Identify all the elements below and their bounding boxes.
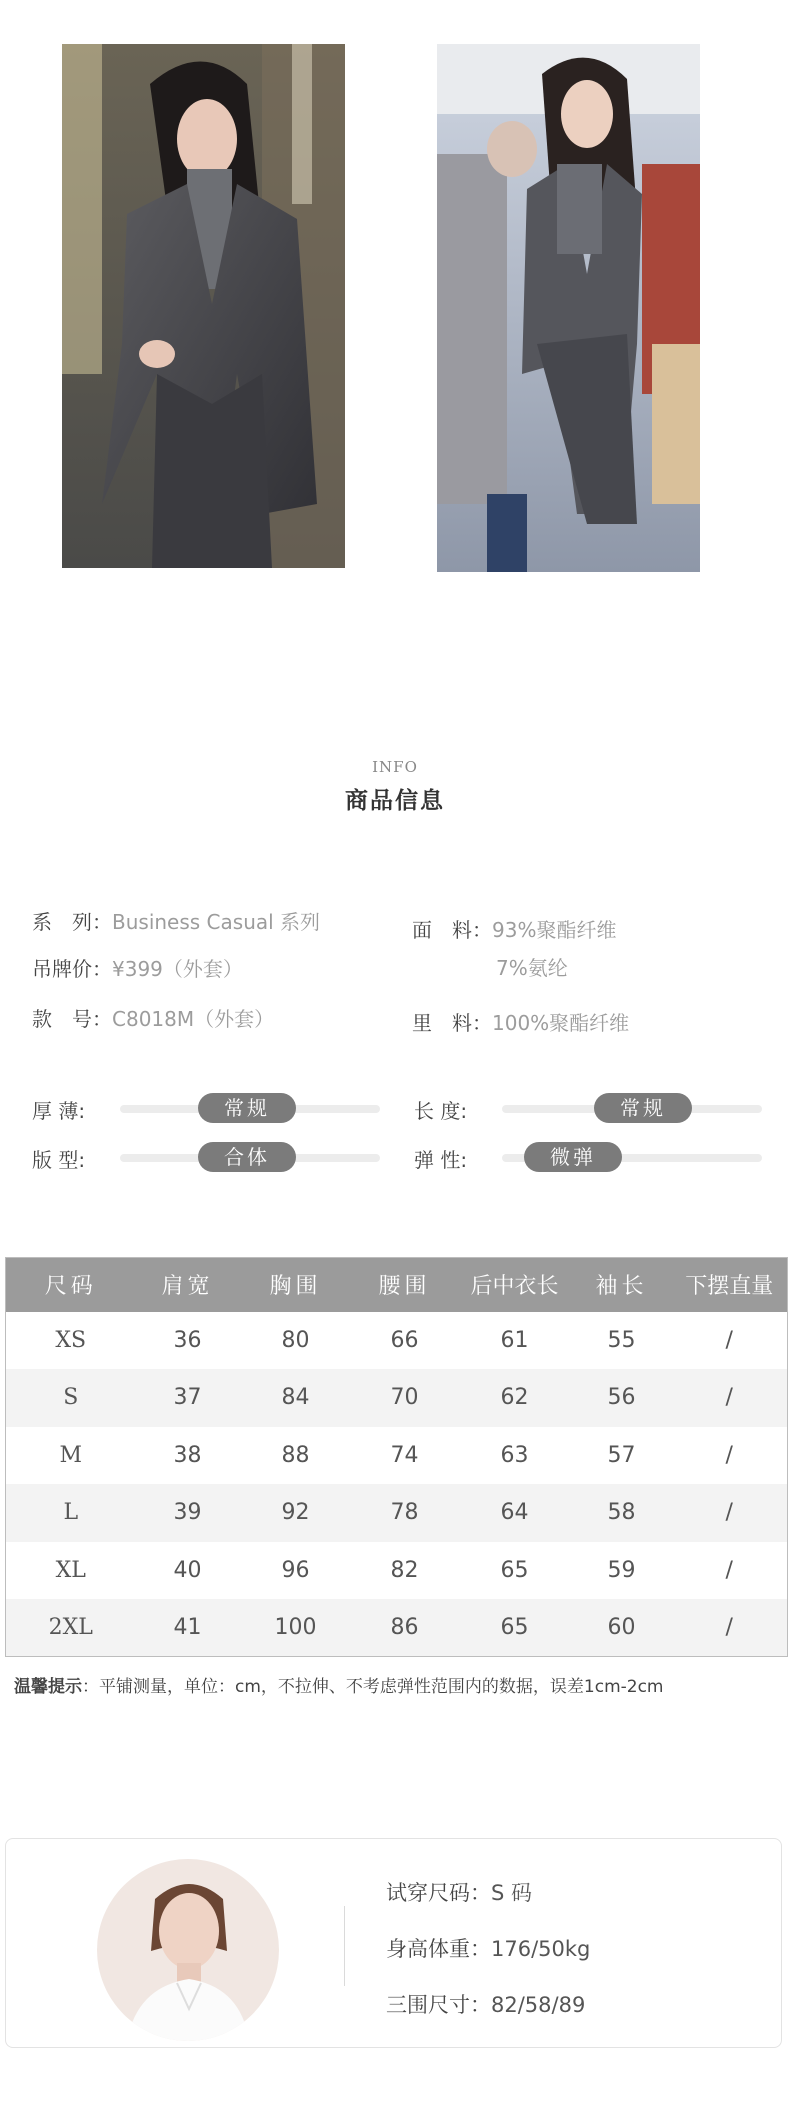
series-value: Business Casual 系列 [112, 910, 321, 934]
section-title-en: INFO [372, 758, 418, 776]
fabric-label: 面 料： [412, 918, 492, 942]
fabric-value-2: 7%氨纶 [496, 956, 568, 980]
table-cell: 58 [572, 1484, 672, 1542]
table-cell: 70 [352, 1369, 458, 1427]
table-cell: 2XL [6, 1599, 136, 1657]
lining-field [412, 1007, 629, 1036]
model-measure-value: 82/58/89 [491, 1993, 586, 2017]
table-cell: 88 [281, 1442, 310, 1468]
tip-text: ：平铺测量，单位：cm，不拉伸、不考虑弹性范围内的数据，误差1cm-2cm [82, 1677, 664, 1697]
product-photo-right [437, 44, 700, 572]
table-row [6, 1312, 788, 1370]
length-slider [414, 1093, 764, 1123]
thickness-slider [32, 1093, 382, 1123]
table-cell: 36 [173, 1327, 202, 1353]
table-cell: 65 [458, 1599, 572, 1657]
table-cell: 64 [458, 1484, 572, 1542]
table-cell: 40 [173, 1557, 202, 1583]
price-label: 吊牌价： [32, 957, 112, 981]
table-cell: 39 [136, 1484, 240, 1542]
table-cell: 65 [500, 1557, 529, 1583]
table-row [6, 1427, 788, 1485]
header-shoulder: 肩宽 [136, 1258, 240, 1312]
model-avatar [97, 1859, 279, 2041]
header-back-length: 后中衣长 [458, 1258, 572, 1312]
table-cell: 60 [572, 1599, 672, 1657]
table-cell: L [6, 1484, 136, 1542]
product-photo-left [62, 44, 345, 568]
price-value: ¥399（外套） [112, 957, 243, 981]
elasticity-value: 微弹 [524, 1142, 622, 1172]
model-measure-line [386, 1989, 585, 2019]
table-cell: S [6, 1369, 136, 1427]
table-cell: 86 [352, 1599, 458, 1657]
table-cell: / [672, 1369, 788, 1427]
table-cell: 80 [281, 1327, 310, 1353]
table-cell: 37 [136, 1369, 240, 1427]
header-chest: 胸围 [240, 1258, 352, 1312]
model-size-line [386, 1877, 532, 1907]
style-number-label: 款 号： [32, 1007, 112, 1031]
table-cell: XS [55, 1327, 87, 1353]
table-row [6, 1599, 788, 1657]
table-cell: 41 [136, 1599, 240, 1657]
elasticity-slider [414, 1142, 764, 1172]
length-label: 长 度: [414, 1099, 468, 1123]
model-measure-label: 三围尺寸： [386, 1993, 491, 2017]
table-cell: 62 [458, 1369, 572, 1427]
table-cell: 82 [390, 1557, 419, 1583]
tip-label: 温馨提示 [14, 1677, 82, 1697]
measurement-tip [14, 1672, 664, 1697]
size-table [5, 1257, 788, 1657]
table-cell: / [672, 1484, 788, 1542]
table-cell: 92 [240, 1484, 352, 1542]
table-cell: / [725, 1557, 733, 1583]
header-waist: 腰围 [352, 1258, 458, 1312]
table-row [6, 1369, 788, 1427]
table-row [6, 1542, 788, 1600]
model-body-line [386, 1933, 590, 1963]
lining-label: 里 料： [412, 1011, 492, 1035]
table-cell: 74 [390, 1442, 419, 1468]
fabric-field-2 [496, 952, 568, 981]
lining-value: 100%聚酯纤维 [492, 1011, 630, 1035]
table-cell: 55 [607, 1327, 636, 1353]
elasticity-label: 弹 性: [414, 1148, 468, 1172]
header-sleeve: 袖长 [572, 1258, 672, 1312]
table-cell: / [672, 1599, 788, 1657]
table-cell: XL [55, 1557, 86, 1583]
model-size-label: 试穿尺码： [386, 1881, 491, 1905]
style-number-value: C8018M（外套） [112, 1007, 275, 1031]
section-title: 商品信息 [345, 788, 445, 814]
table-row [6, 1484, 788, 1542]
table-cell: 38 [173, 1442, 202, 1468]
price-field [32, 953, 243, 982]
header-hem: 下摆直量 [672, 1258, 788, 1312]
table-cell: 96 [281, 1557, 310, 1583]
card-divider [344, 1906, 345, 1986]
fit-slider [32, 1142, 382, 1172]
header-size: 尺码 [6, 1258, 136, 1312]
series-label: 系 列： [32, 910, 112, 934]
table-cell: / [725, 1327, 733, 1353]
fit-label: 版 型: [32, 1148, 86, 1172]
fit-value: 合体 [198, 1142, 296, 1172]
fabric-value-1: 93%聚酯纤维 [492, 918, 617, 942]
table-cell: 56 [572, 1369, 672, 1427]
model-body-value: 176/50kg [491, 1937, 591, 1961]
table-cell: 100 [240, 1599, 352, 1657]
model-size-value: S 码 [491, 1881, 533, 1905]
thickness-label: 厚 薄: [32, 1099, 86, 1123]
table-cell: 59 [607, 1557, 636, 1583]
table-header-row [6, 1258, 788, 1312]
thickness-value: 常规 [198, 1093, 296, 1123]
table-cell: 61 [500, 1327, 529, 1353]
table-cell: 66 [390, 1327, 419, 1353]
table-cell: 63 [500, 1442, 529, 1468]
fabric-field [412, 914, 616, 943]
table-cell: 84 [240, 1369, 352, 1427]
table-cell: 78 [352, 1484, 458, 1542]
model-body-label: 身高体重： [386, 1937, 491, 1961]
series-field [32, 906, 320, 935]
table-cell: / [725, 1442, 733, 1468]
model-info-card [5, 1838, 782, 2048]
table-cell: 57 [607, 1442, 636, 1468]
table-cell: M [59, 1442, 83, 1468]
style-number-field [32, 1003, 274, 1032]
length-value: 常规 [594, 1093, 692, 1123]
